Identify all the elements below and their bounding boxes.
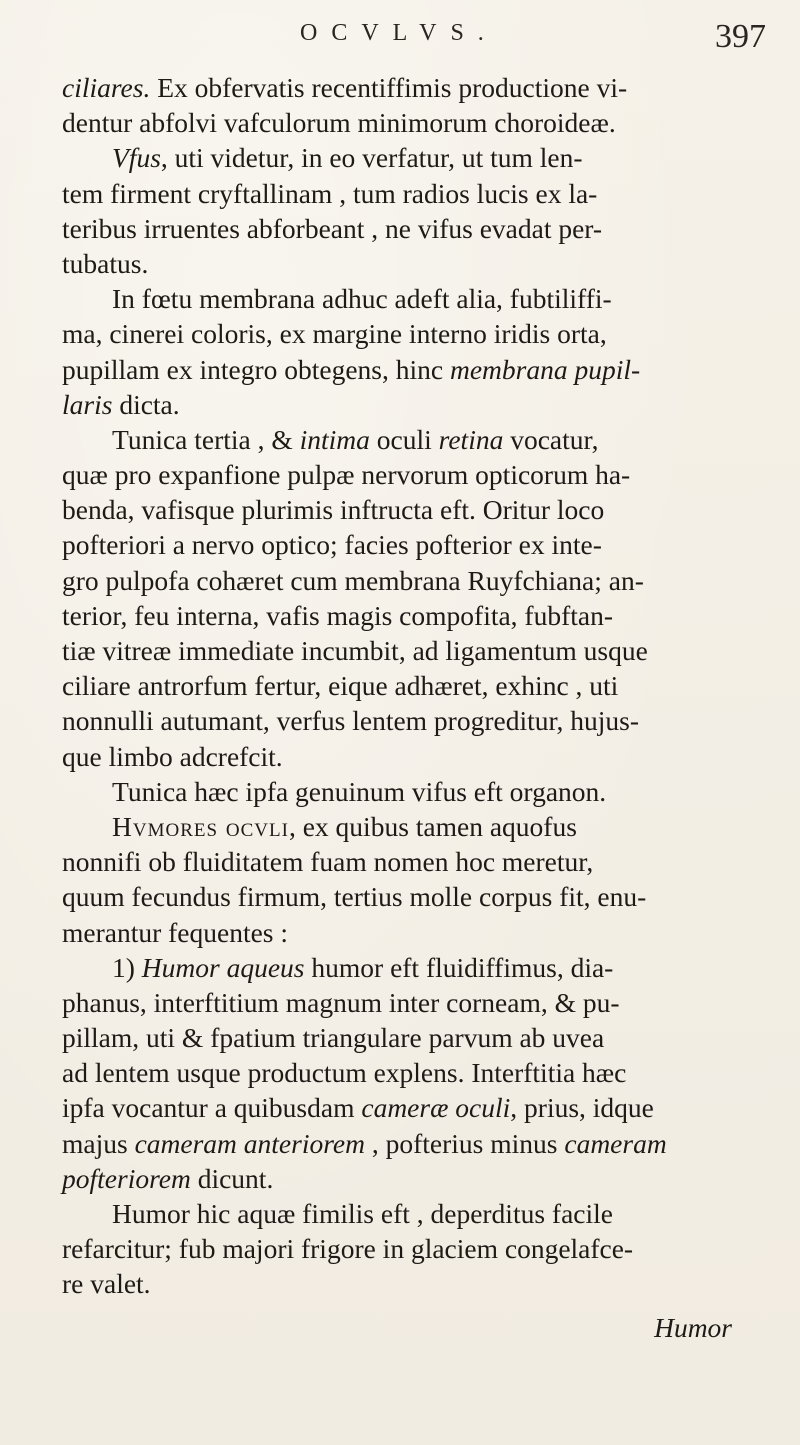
text-run: oculi xyxy=(369,423,439,455)
text-line xyxy=(62,140,762,175)
text-line xyxy=(62,633,762,668)
text-line xyxy=(62,176,762,211)
italic-term: retina xyxy=(438,423,504,455)
text-line xyxy=(62,281,762,316)
text-line xyxy=(62,246,762,281)
text-line xyxy=(62,527,762,562)
text-line xyxy=(62,563,762,598)
text-line xyxy=(62,844,762,879)
text-run: majus xyxy=(62,1127,135,1159)
text-run: quæ pro expanfione pulpæ nervorum opticorum ha- xyxy=(62,459,631,491)
italic-term: pofteriorem xyxy=(62,1162,191,1194)
text-run: Ex obfervatis recentiffimis productione vi- xyxy=(150,72,628,103)
text-line xyxy=(62,387,762,422)
text-line xyxy=(62,598,762,633)
text-line xyxy=(62,809,762,844)
text-run: ad lentem usque productum explens. Interftitia hæc xyxy=(62,1057,627,1089)
text-run: phanus, interftitium magnum inter corneam, & pu- xyxy=(62,986,620,1018)
text-run: , prius, idque xyxy=(510,1092,654,1124)
text-run: humor eft fluidiffimus, dia- xyxy=(304,951,614,983)
text-line xyxy=(62,211,762,246)
text-line xyxy=(62,457,762,492)
text-run: , pofterius minus xyxy=(364,1127,565,1159)
italic-term: membrana pupil- xyxy=(449,353,641,385)
text-run: dicunt. xyxy=(190,1162,274,1194)
text-line xyxy=(62,316,762,351)
italic-term: intima xyxy=(299,423,370,455)
text-run: benda, vafisque plurimis inftructa eft. Oritur loco xyxy=(62,494,605,526)
text-run: dentur abfolvi vafculorum minimorum choroideæ. xyxy=(62,107,616,139)
text-line xyxy=(62,70,762,105)
text-line xyxy=(62,1196,762,1231)
text-line xyxy=(62,985,762,1020)
text-run: terior, feu interna, vafis magis compofita, fubftan- xyxy=(62,599,613,631)
text-line xyxy=(62,1231,762,1266)
text-run: re valet. xyxy=(62,1268,151,1300)
text-run: ipfa vocantur a quibusdam xyxy=(62,1092,362,1124)
text-line xyxy=(62,703,762,738)
text-line xyxy=(62,422,762,457)
text-run: , ex quibus tamen aquofus xyxy=(288,810,577,842)
text-run: pillam, uti & fpatium triangulare parvum ab uvea xyxy=(62,1022,605,1054)
italic-term: cameram anteriorem xyxy=(134,1127,365,1159)
text-run: vocatur, xyxy=(503,423,599,455)
text-run: dicta. xyxy=(112,388,180,420)
italic-term: cameram xyxy=(564,1127,667,1159)
text-line xyxy=(62,1020,762,1055)
text-line xyxy=(62,739,762,774)
body-text xyxy=(62,70,762,1345)
text-run: ciliare antrorfum fertur, eique adhæret, exhinc , uti xyxy=(62,670,619,702)
text-run: refarcitur; fub majori frigore in glaciem congelafce- xyxy=(62,1233,634,1265)
italic-term: cameræ oculi xyxy=(361,1092,511,1124)
text-line xyxy=(62,1161,762,1196)
text-line xyxy=(62,879,762,914)
text-line xyxy=(62,915,762,950)
text-run: tem firment cryftallinam , tum radios lucis ex la- xyxy=(62,177,598,209)
text-line xyxy=(62,352,762,387)
text-run: ma, cinerei coloris, ex margine interno iridis orta, xyxy=(62,318,607,350)
italic-term: Vfus xyxy=(112,142,161,174)
text-run: Tunica tertia , & xyxy=(112,423,300,455)
text-line xyxy=(62,1126,762,1161)
text-run: nonnulli autumant, verfus lentem progreditur, hujus- xyxy=(62,705,640,737)
text-run: pofteriori a nervo optico; facies pofterior ex inte- xyxy=(62,529,602,561)
page-number: 397 xyxy=(715,18,766,55)
text-run: nonnifi ob fluiditatem fuam nomen hoc meretur, xyxy=(62,846,594,878)
text-line xyxy=(62,492,762,527)
text-run: Humor hic aquæ fimilis eft , deperditus facile xyxy=(112,1198,613,1229)
text-run: gro pulpofa cohæret cum membrana Ruyfchiana; an- xyxy=(62,564,644,596)
italic-term: laris xyxy=(62,388,113,420)
text-line xyxy=(62,668,762,703)
text-run: , uti videtur, in eo verfatur, ut tum len- xyxy=(160,142,583,174)
text-run: tiæ vitreæ immediate incumbit, ad ligamentum usque xyxy=(62,635,648,666)
text-run: merantur fequentes : xyxy=(62,916,289,948)
text-line xyxy=(62,1266,762,1301)
text-run: 1) xyxy=(112,951,142,983)
text-run: tubatus. xyxy=(62,247,149,279)
text-run: Tunica hæc ipfa genuinum vifus eft organon. xyxy=(112,775,607,807)
text-line xyxy=(62,1055,762,1090)
catchword: Humor xyxy=(654,1311,732,1343)
text-run: In fœtu membrana adhuc adeft alia, fubtiliffi- xyxy=(112,283,612,315)
text-line xyxy=(62,950,762,985)
text-line xyxy=(62,105,762,140)
text-run: quum fecundus firmum, tertius molle corpus fit, enu- xyxy=(62,881,647,913)
text-line xyxy=(62,774,762,809)
italic-term: Humor aqueus xyxy=(141,951,305,983)
text-run: teribus irruentes abforbeant , ne vifus evadat per- xyxy=(62,212,603,244)
running-head: OCVLVS. xyxy=(300,20,498,46)
text-run: que limbo adcrefcit. xyxy=(62,740,283,772)
page-header xyxy=(0,18,800,58)
text-line xyxy=(62,1090,762,1125)
small-caps-term: Hvmores ocvli xyxy=(112,810,289,842)
italic-term: ciliares. xyxy=(62,72,151,103)
text-run: pupillam ex integro obtegens, hinc xyxy=(62,353,450,385)
